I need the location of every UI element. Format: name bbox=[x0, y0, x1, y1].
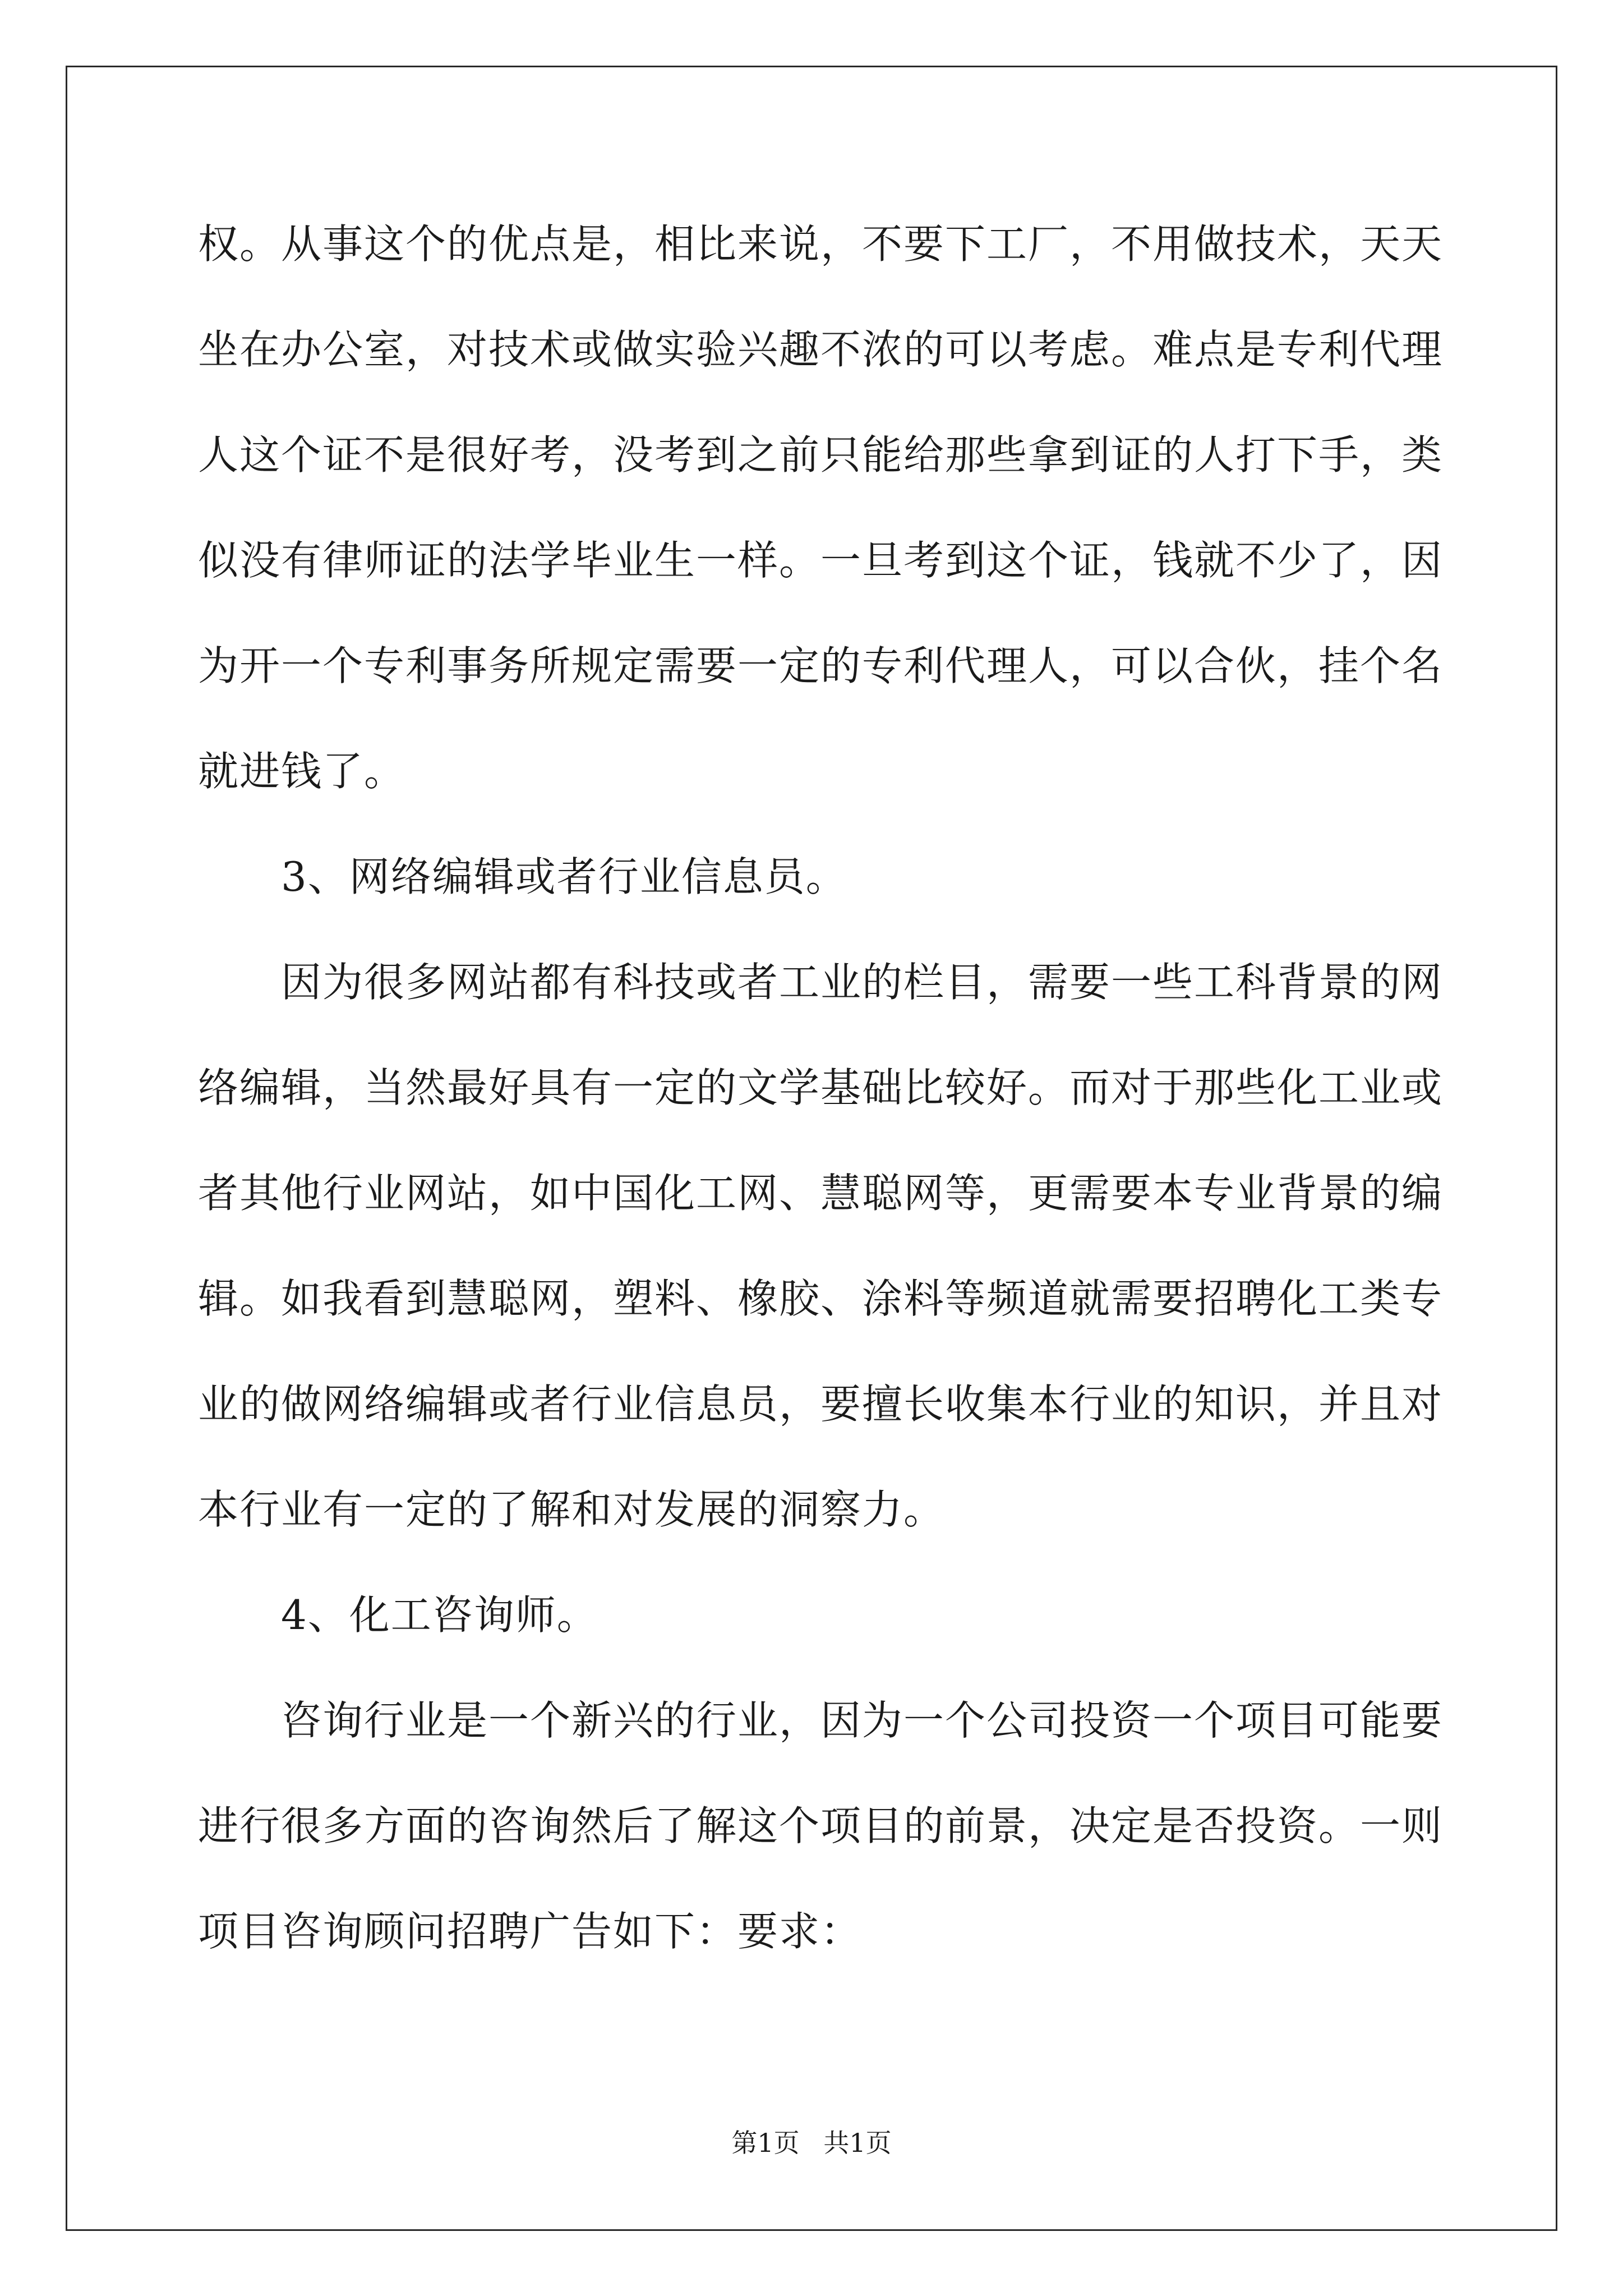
page-footer bbox=[0, 2126, 1623, 2160]
text-line: 似没有律师证的法学毕业生一样。一旦考到这个证，钱就不少了，因 bbox=[198, 537, 1444, 584]
text-line: 权。从事这个的优点是，相比来说，不要下工厂，不用做技术，天天 bbox=[198, 220, 1444, 268]
section-heading: 4、化工咨询师。 bbox=[281, 1591, 598, 1639]
text-line: 坐在办公室，对技术或做实验兴趣不浓的可以考虑。难点是专利代理 bbox=[198, 326, 1444, 373]
text-line: 为开一个专利事务所规定需要一定的专利代理人，可以合伙，挂个名 bbox=[198, 642, 1444, 689]
page-number: 第1页 bbox=[731, 2128, 800, 2158]
text-line: 者其他行业网站，如中国化工网、慧聪网等，更需要本专业背景的编 bbox=[198, 1170, 1444, 1217]
page-total: 共1页 bbox=[823, 2128, 892, 2158]
text-line: 就进钱了。 bbox=[198, 748, 406, 795]
text-line: 咨询行业是一个新兴的行业，因为一个公司投资一个项目可能要 bbox=[281, 1697, 1444, 1744]
text-line: 人这个证不是很好考，没考到之前只能给那些拿到证的人打下手，类 bbox=[198, 431, 1444, 478]
text-line: 本行业有一定的了解和对发展的洞察力。 bbox=[198, 1486, 946, 1533]
text-line: 进行很多方面的咨询然后了解这个项目的前景，决定是否投资。一则 bbox=[198, 1802, 1444, 1849]
text-line: 因为很多网站都有科技或者工业的栏目，需要一些工科背景的网 bbox=[281, 959, 1444, 1006]
text-line: 业的做网络编辑或者行业信息员，要擅长收集本行业的知识，并且对 bbox=[198, 1381, 1444, 1428]
text-line: 络编辑，当然最好具有一定的文学基础比较好。而对于那些化工业或 bbox=[198, 1064, 1444, 1111]
text-line: 项目咨询顾问招聘广告如下：要求： bbox=[198, 1908, 863, 1955]
section-heading: 3、网络编辑或者行业信息员。 bbox=[281, 853, 847, 900]
text-line: 辑。如我看到慧聪网，塑料、橡胶、涂料等频道就需要招聘化工类专 bbox=[198, 1275, 1444, 1322]
